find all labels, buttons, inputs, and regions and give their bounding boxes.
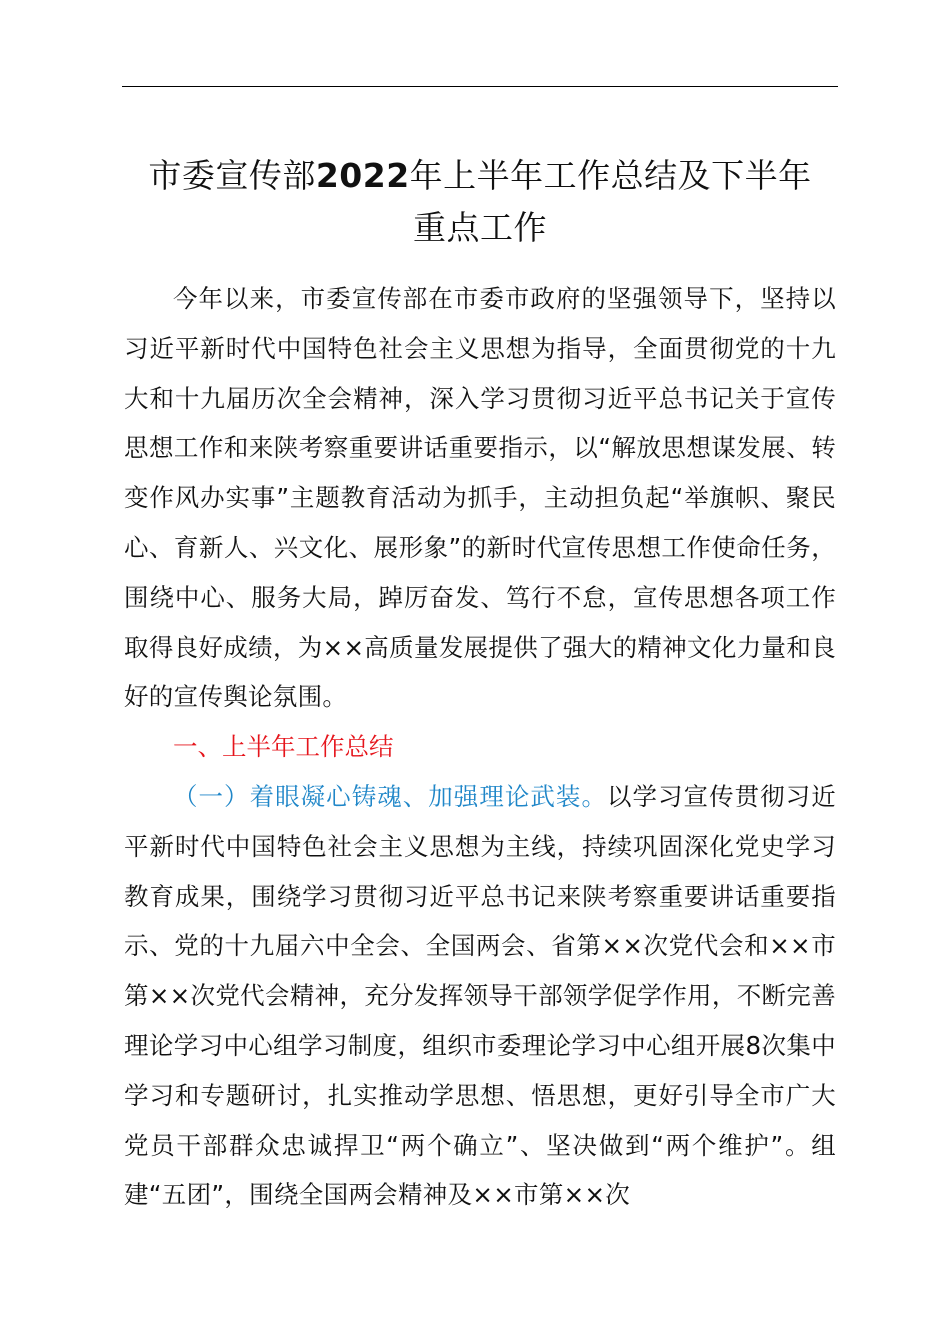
- intro-paragraph: 今年以来，市委宣传部在市委市政府的坚强领导下，坚持以习近平新时代中国特色社会主义思想为指导，全面贯彻党的十九大和十九届历次全会精神，深入学习贯彻习近平总书记关于宣传思想工作和来陕考察重要讲话重要指示，以“解放思想谋发展、转变作风办实事”主题教育活动为抓手，主动担负起“举旗帜、聚民心、育新人、兴文化、展形象”的新时代宣传思想工作使命任务，围绕中心、服务大局，踔厉奋发、笃行不怠，宣传思想各项工作取得良好成绩，为××高质量发展提供了强大的精神文化力量和良好的宣传舆论氛围。: [124, 284, 836, 712]
- title-part-b: 年上半年工作总结及下半年: [409, 156, 812, 195]
- header-rule: [122, 86, 838, 87]
- subsection-paragraph: [124, 772, 836, 1220]
- document-title: [100, 150, 860, 254]
- title-part-a: 市委宣传部: [148, 156, 316, 195]
- subsection-heading: （一）着眼凝心铸魂、加强理论武装。: [173, 781, 607, 811]
- section-heading: 一、上半年工作总结: [173, 732, 394, 762]
- title-year: 2022: [315, 156, 410, 195]
- subsection-text: 以学习宣传贯彻习近平新时代中国特色社会主义思想为主线，持续巩固深化党史学习教育成果，围绕学习贯彻习近平总书记来陕考察重要讲话重要指示、党的十九届六中全会、全国两会、省第××次党代会和××市第××次党代会精神，充分发挥领导干部领学促学作用，不断完善理论学习中心组学习制度，组织市委理论学习中心组开展8次集中学习和专题研讨，扎实推动学思想、悟思想，更好引导全市广大党员干部群众忠诚捍卫“两个确立”、坚决做到“两个维护”。组建“五团”，围绕全国两会精神及××市第××次: [124, 781, 836, 1210]
- title-line-2: 重点工作: [413, 208, 547, 247]
- document-body: [124, 274, 836, 1220]
